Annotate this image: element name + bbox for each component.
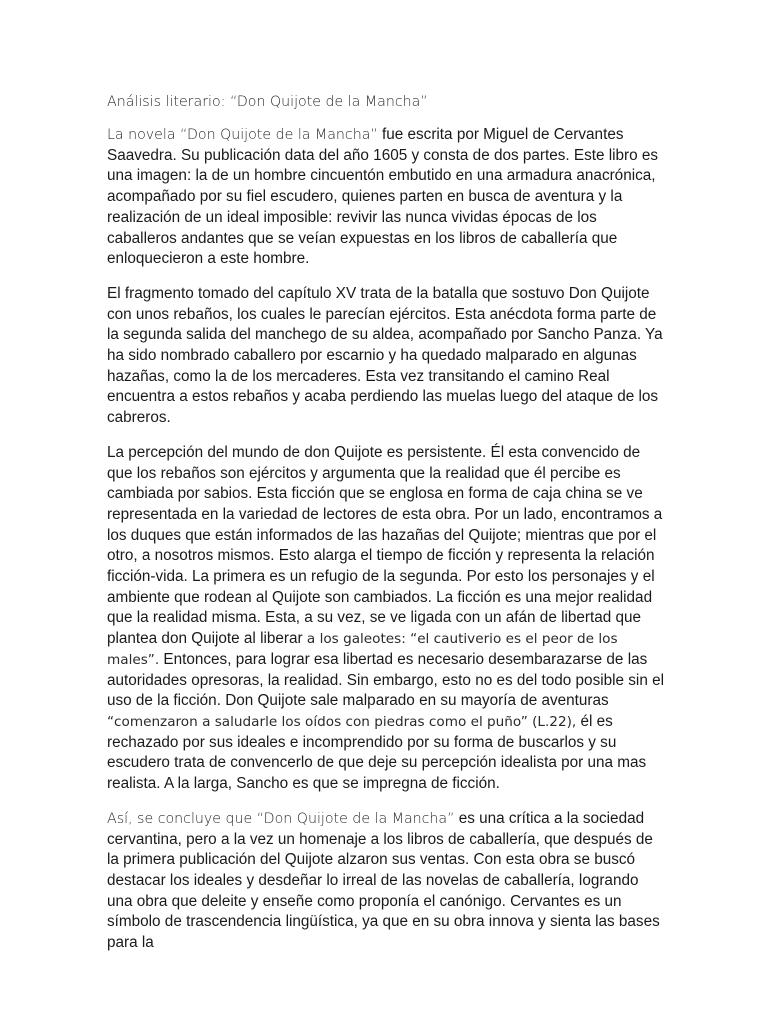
perception-text-2: Entonces, para lograr esa libertad es necesario desembarazarse de las autoridades opresoras, la realidad. Sin embargo, esto no es del todo posible sin el uso de la ficción. Don Quijote sale malparado en su mayoría de aventuras [107,650,664,710]
document-title: Análisis literario: “Don Quijote de la Mancha” [107,94,428,110]
quote-piedras: “comenzaron a saludarle los oídos con piedras como el puño” (L.22), [107,713,577,730]
quote-galeotes: a los galeotes: “el cautiverio es el peor de los males”. [107,631,618,668]
conclusion-lead: Así, se concluye que “Don Quijote de la Mancha” [107,810,455,827]
conclusion-text: es una crítica a la sociedad cervantina, pero a la vez un homenaje a los libros de caballería, que después de la primera publicación del Quijote alzaron sus ventas. Con esta obra se buscó destacar los ideales y desdeñar lo irreal de las novelas de caballería, logrando una obra que deleite y enseñe como proponía el canónigo. Cervantes es un símbolo de trascendencia lingüística, ya que en su obra innova y sienta las bases para la [107,809,660,952]
paragraph-conclusion [107,809,667,954]
document-page [107,92,667,968]
intro-lead: La novela “Don Quijote de la Mancha” [107,127,378,143]
perception-text-1: La percepción del mundo de don Quijote es persistente. Él esta convencido de que los rebaños son ejércitos y argumenta que la realidad que él percibe es cambiada por sabios. Esta ficción que se englosa en forma de caja china se ve representada en la variedad de lectores de esta obra. Por un lado, encontramos a los duques que están informados de las hazañas del Quijote; mientras que por el otro, a nosotros mismos. Esto alarga el tiempo de ficción y representa la relación ficción-vida. La primera es un refugio de la segunda. Por esto los personajes y el ambiente que rodean al Quijote son cambiados. La ficción es una mejor realidad que la realidad misma. Esta, a su vez, se ve ligada con un afán de libertad que plantea don Quijote al liberar [107,443,663,648]
paragraph-perception [107,443,667,795]
perception-text-3: él es rechazado por sus ideales e incomprendido por su forma de buscarlos y su escudero trata de convencerlo de que deje su percepción idealista por una mas realista. A la larga, Sancho es que se impregna de ficción. [107,712,647,793]
intro-text: fue escrita por Miguel de Cervantes Saavedra. Su publicación data del año 1605 y consta de dos partes. Este libro es una imagen: la de un hombre cincuentón embutido en una armadura anacrónica, acompañado por su fiel escudero, quienes parten en busca de aventura y la realización de un ideal imposible: revivir las nunca vividas épocas de los caballeros andantes que se veían expuestas en los libros de caballería que enloquecieron a este hombre. [107,126,659,268]
paragraph-intro [107,125,667,270]
paragraph-fragment: El fragmento tomado del capítulo XV trata de la batalla que sostuvo Don Quijote con unos rebaños, los cuales le parecían ejércitos. Esta anécdota forma parte de la segunda salida del manchego de su aldea, acompañado por Sancho Panza. Ya ha sido nombrado caballero por escarnio y ha quedado malparado en algunas hazañas, como la de los mercaderes. Esta vez transitando el camino Real encuentra a estos rebaños y acaba perdiendo las muelas luego del ataque de los cabreros. [107,284,663,427]
